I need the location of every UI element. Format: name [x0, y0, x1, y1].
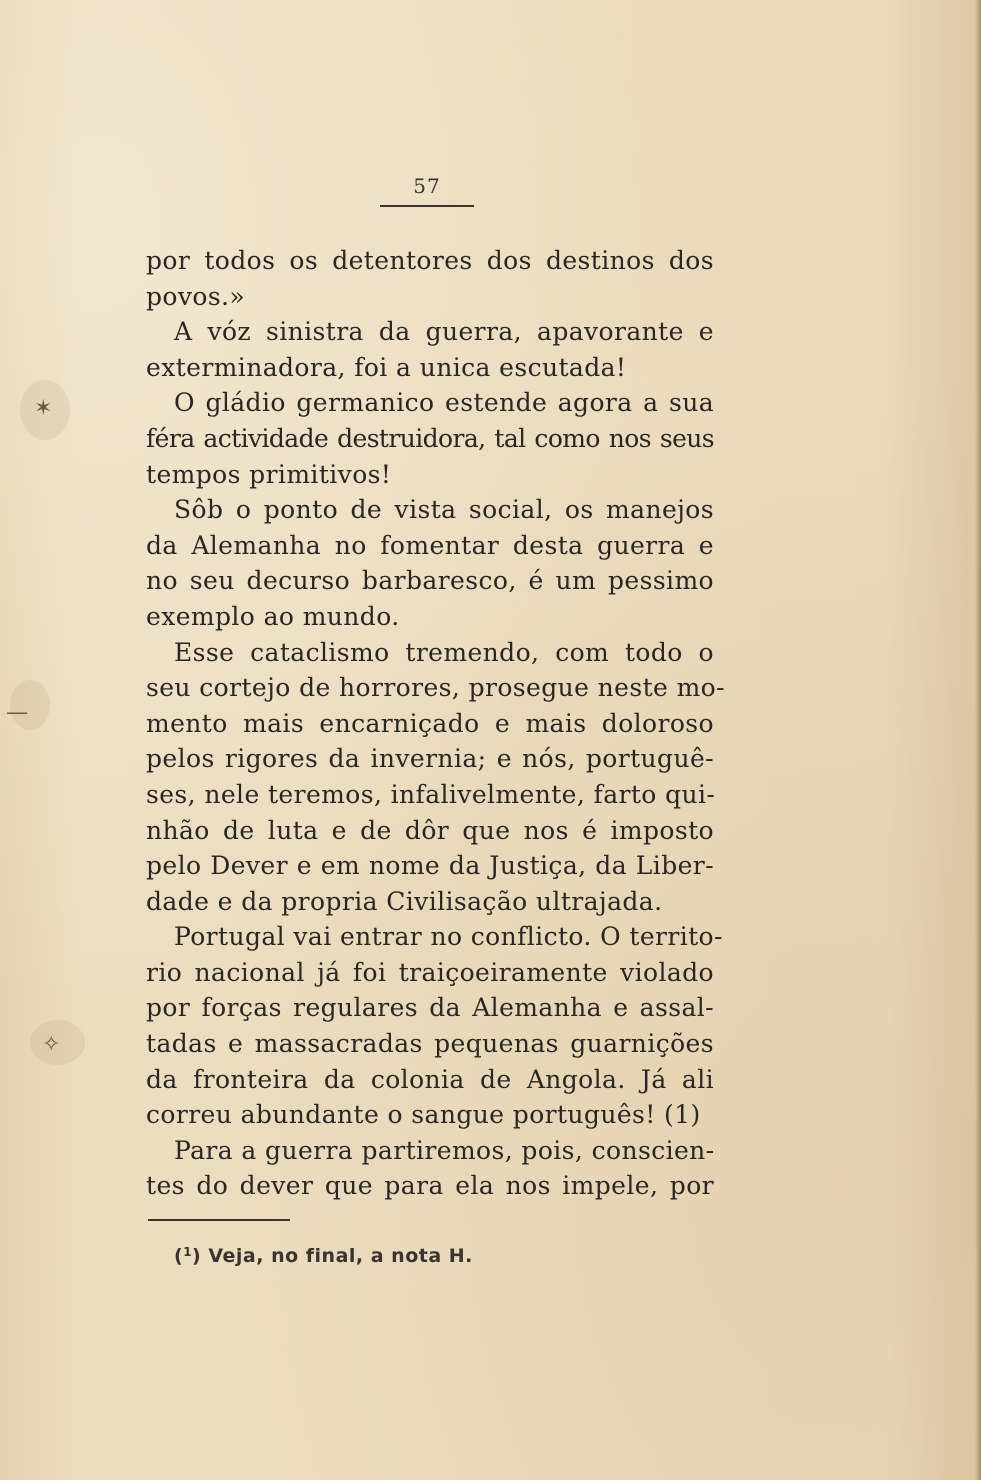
text-line: povos.»: [146, 281, 246, 311]
text-line: Sôb o ponto de vista social, os manejos: [174, 495, 714, 525]
text-line: Esse cataclismo tremendo, com todo o: [174, 637, 714, 667]
text-line: seu cortejo de horrores, prosegue neste mo-: [146, 673, 725, 703]
margin-tear-mark: ✧: [42, 1032, 61, 1057]
text-line: ses, nele teremos, infalivelmente, farto qui-: [146, 779, 716, 809]
text-line: pelos rigores da invernia; e nós, portuguê-: [146, 744, 714, 774]
text-line: féra actividade destruidora, tal como nos seus: [146, 423, 714, 453]
text-line: tempos primitivos!: [146, 459, 392, 489]
text-line: A vóz sinistra da guerra, apavorante e: [174, 317, 714, 347]
page-edge-shadow: [975, 0, 981, 1480]
body-text: [146, 243, 725, 1204]
footnote-rule: [148, 1219, 290, 1221]
text-line: pelo Dever e em nome da Justiça, da Liber-: [146, 851, 714, 881]
text-line: nhão de luta e de dôr que nos é imposto: [146, 815, 714, 845]
page-number: 57: [413, 174, 441, 198]
text-line: rio nacional já foi traiçoeiramente violado: [146, 957, 714, 987]
text-line: por todos os detentores dos destinos dos: [146, 246, 714, 275]
margin-tear-mark: —: [6, 700, 28, 725]
text-line: dade e da propria Civilisação ultrajada.: [146, 886, 663, 916]
text-line: no seu decurso barbaresco, é um pessimo: [146, 566, 714, 596]
text-line: da Alemanha no fomentar desta guerra e: [146, 530, 714, 560]
text-line: tes do dever que para ela nos impele, por: [146, 1171, 714, 1201]
text-line: Para a guerra partiremos, pois, conscien-: [174, 1135, 715, 1165]
text-line: tadas e massacradas pequenas guarnições: [146, 1029, 714, 1059]
footnote-text: Veja, no final, a nota H.: [208, 1245, 473, 1267]
text-line: por forças regulares da Alemanha e assal-: [146, 993, 714, 1023]
text-line: O gládio germanico estende agora a sua: [174, 388, 714, 418]
text-line: exemplo ao mundo.: [146, 601, 400, 631]
text-line: exterminadora, foi a unica escutada!: [146, 352, 627, 382]
text-line: mento mais encarniçado e mais doloroso: [146, 708, 714, 738]
text-line: da fronteira da colonia de Angola. Já ali: [146, 1064, 714, 1094]
text-line: Portugal vai entrar no conflicto. O territo-: [174, 922, 723, 952]
page-number-rule: [380, 205, 474, 207]
footnote: ($^1$) Veja, no final, a nota H.: [174, 1245, 473, 1267]
footnote-marker: 1: [183, 1245, 193, 1259]
text-line: correu abundante o sangue português! (1): [146, 1100, 701, 1130]
margin-tear-mark: ✶: [34, 396, 53, 421]
